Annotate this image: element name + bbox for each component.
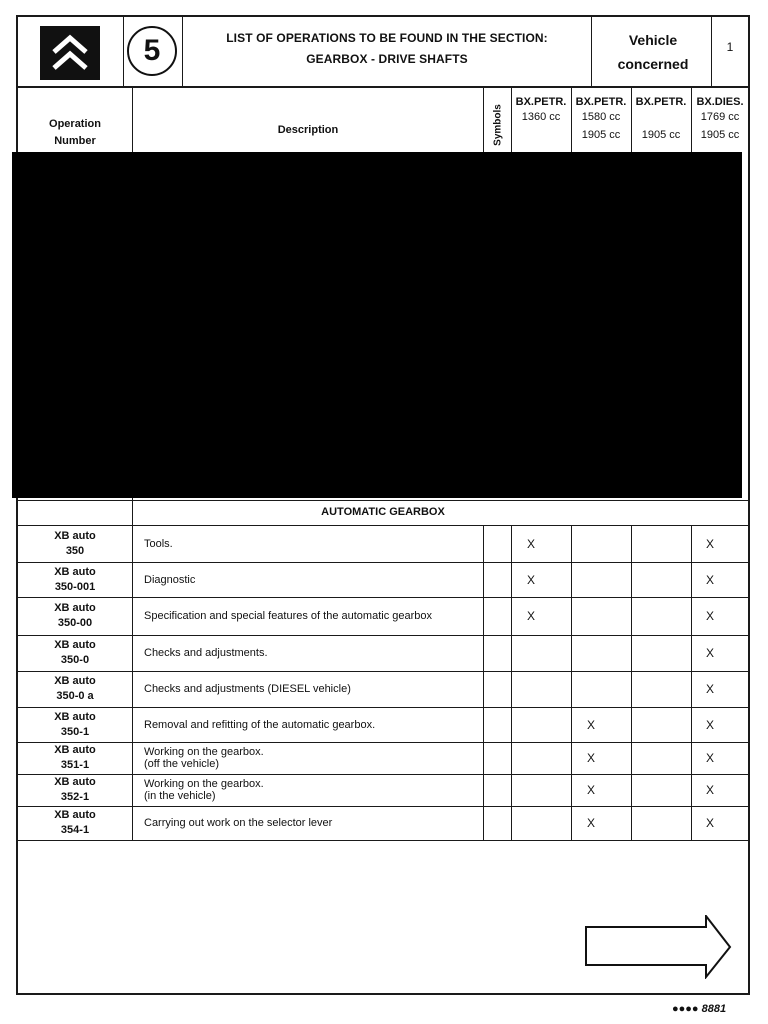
operation-code: 350-0 a <box>56 690 94 702</box>
operation-prefix: XB auto <box>54 602 96 614</box>
applicability-mark: X <box>705 751 714 765</box>
header-divider <box>16 86 750 88</box>
operation-code: 350-1 <box>60 725 90 738</box>
title-line-2: GEARBOX - DRIVE SHAFTS <box>306 52 468 66</box>
vehicle-col-2-cc-2: 1905 cc <box>581 129 621 141</box>
page-number: 1 <box>726 40 734 54</box>
operation-number <box>18 710 132 740</box>
description-header: Description <box>277 124 339 136</box>
rule <box>511 88 512 152</box>
applicability-mark: X <box>586 816 595 830</box>
table-row <box>18 774 748 806</box>
vehicle-col-4-cc-2: 1905 cc <box>700 129 740 141</box>
redaction-block <box>12 152 742 498</box>
rule <box>182 16 183 86</box>
row-divider <box>16 840 750 841</box>
operation-number-header <box>18 116 132 150</box>
operation-number <box>18 743 132 773</box>
operation-number <box>18 674 132 704</box>
operation-code: 350-0 <box>60 654 90 666</box>
operation-number <box>18 565 132 595</box>
table-row <box>18 635 748 671</box>
vehicle-col-2-cc-1: 1580 cc <box>581 111 621 123</box>
operation-description: Working on the gearbox. (in the vehicle) <box>144 778 264 802</box>
applicability-mark: X <box>526 609 535 623</box>
operation-description: Checks and adjustments. <box>144 647 268 659</box>
operation-description: Checks and adjustments (DIESEL vehicle) <box>144 683 351 695</box>
vehicle-col-3-name: BX.PETR. <box>635 96 687 108</box>
operation-number <box>18 775 132 805</box>
table-row <box>18 806 748 840</box>
operation-code: 354-1 <box>60 824 90 836</box>
operation-prefix: XB auto <box>54 744 96 756</box>
rule <box>591 16 592 86</box>
table-row <box>18 671 748 707</box>
vehicle-col-2-header <box>571 96 631 144</box>
vehicle-col-4-header <box>691 96 749 144</box>
applicability-mark: X <box>705 816 714 830</box>
vehicle-col-3-cc-1 <box>631 108 691 126</box>
vehicle-col-4-cc-1: 1769 cc <box>700 111 740 123</box>
page-title <box>184 28 590 70</box>
operation-code: 350 <box>65 545 85 557</box>
table-row <box>18 707 748 742</box>
operation-description: Specification and special features of the automatic gearbox <box>144 610 433 622</box>
rule <box>123 16 124 86</box>
vehicle-concerned-heading <box>594 28 712 76</box>
operation-number <box>18 638 132 668</box>
applicability-mark: X <box>586 751 595 765</box>
operation-number <box>18 808 132 838</box>
table-row <box>18 597 748 635</box>
vehicle-col-1-header <box>511 96 571 126</box>
operation-prefix: XB auto <box>54 809 96 821</box>
symbols-header <box>486 100 510 150</box>
rule <box>691 88 692 152</box>
vehicle-col-1-name: BX.PETR. <box>515 96 567 108</box>
vehicle-col-2-name: BX.PETR. <box>575 96 627 108</box>
vehicle-heading-line-2: concerned <box>617 56 689 72</box>
rule <box>16 500 750 501</box>
vehicle-col-3-header <box>631 96 691 144</box>
operation-code: 351-1 <box>60 759 90 771</box>
vehicle-heading-line-1: Vehicle <box>628 32 678 48</box>
applicability-mark: X <box>586 717 595 732</box>
applicability-mark: X <box>705 682 714 696</box>
rule <box>571 88 572 152</box>
applicability-mark: X <box>705 537 714 551</box>
operation-description: Diagnostic <box>144 573 196 586</box>
operation-code: 352-1 <box>60 791 90 803</box>
operation-prefix: XB auto <box>54 565 96 578</box>
symbols-header-label: Symbols <box>492 104 504 146</box>
rule <box>631 88 632 152</box>
section-number: 5 <box>127 26 177 76</box>
vehicle-col-3-cc-2: 1905 cc <box>641 129 681 141</box>
operation-prefix: XB auto <box>54 639 96 651</box>
title-line-1: LIST OF OPERATIONS TO BE FOUND IN THE SECTION: <box>226 31 548 45</box>
operation-prefix: XB auto <box>54 530 96 542</box>
operation-number <box>18 601 132 631</box>
operation-number <box>18 529 132 559</box>
operation-prefix: XB auto <box>54 710 96 723</box>
vehicle-col-1-cc: 1360 cc <box>521 111 561 123</box>
operation-prefix: XB auto <box>54 776 96 788</box>
next-page-arrow-icon[interactable] <box>584 915 734 979</box>
operation-prefix: XB auto <box>54 675 96 687</box>
applicability-mark: X <box>526 572 535 587</box>
applicability-mark: X <box>526 537 535 551</box>
op-header-line-1: Operation <box>49 118 101 130</box>
document-reference: ●●●● 8881 <box>672 1003 727 1015</box>
table-row <box>18 526 748 562</box>
rule <box>483 88 484 152</box>
operation-description: Tools. <box>144 538 173 550</box>
operation-description: Carrying out work on the selector lever <box>144 817 333 829</box>
section-heading: AUTOMATIC GEARBOX <box>321 506 445 518</box>
operation-code: 350-001 <box>54 580 96 593</box>
applicability-mark: X <box>705 646 714 660</box>
operation-description: Working on the gearbox. (off the vehicle) <box>144 746 264 770</box>
table-row <box>18 742 748 774</box>
applicability-mark: X <box>586 783 595 797</box>
operation-code: 350-00 <box>57 617 93 629</box>
citroen-logo-icon <box>40 26 100 80</box>
applicability-mark: X <box>705 572 714 587</box>
vehicle-col-4-name: BX.DIES. <box>696 96 744 108</box>
op-header-line-2: Number <box>54 135 96 147</box>
applicability-mark: X <box>705 717 714 732</box>
applicability-mark: X <box>705 609 714 623</box>
applicability-mark: X <box>705 783 714 797</box>
table-row <box>18 562 748 597</box>
operation-description: Removal and refitting of the automatic gearbox. <box>144 718 376 731</box>
